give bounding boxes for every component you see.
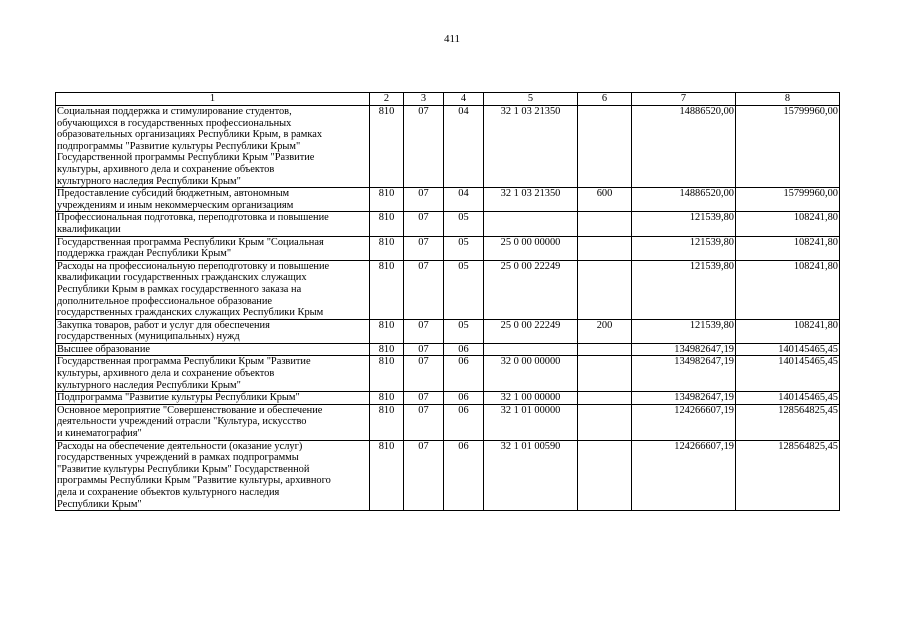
- column-header-5: 5: [484, 93, 578, 106]
- target-article-code: 25 0 00 22249: [484, 260, 578, 319]
- subsection-code: 04: [444, 188, 484, 212]
- target-article-code: 25 0 00 00000: [484, 236, 578, 260]
- table-row: [56, 404, 840, 440]
- subsection-code: 06: [444, 392, 484, 405]
- section-code: 07: [404, 236, 444, 260]
- section-code: 07: [404, 404, 444, 440]
- budget-table: [55, 92, 840, 511]
- column-header-4: 4: [444, 93, 484, 106]
- expense-type-code: [578, 356, 632, 392]
- amount-col-7: 14886520,00: [632, 188, 736, 212]
- target-article-code: [484, 343, 578, 356]
- amount-col-8: 140145465,45: [736, 356, 840, 392]
- ministry-code: 810: [370, 404, 404, 440]
- amount-col-7: 121539,80: [632, 319, 736, 343]
- column-header-1: 1: [56, 93, 370, 106]
- row-description: Расходы на обеспечение деятельности (оказание услуг) государственных учреждений в рамках подпрограммы "Развитие культуры Республики Крым" Государственной программы Республики Крым "Развитие культуры, архивного дела и сохранение объектов культурного наследия Республики Крым": [56, 440, 370, 511]
- ministry-code: 810: [370, 319, 404, 343]
- amount-col-8: 108241,80: [736, 319, 840, 343]
- table-row: [56, 212, 840, 236]
- amount-col-8: 108241,80: [736, 236, 840, 260]
- target-article-code: [484, 212, 578, 236]
- subsection-code: 06: [444, 404, 484, 440]
- amount-col-8: 128564825,45: [736, 440, 840, 511]
- ministry-code: 810: [370, 106, 404, 188]
- table-header: [56, 93, 840, 106]
- row-description: Расходы на профессиональную переподготовку и повышение квалификации государственных гражданских служащих Республики Крым в рамках государственного заказа на дополнительное профессиональное образование государственных гражданских служащих Республики Крым: [56, 260, 370, 319]
- amount-col-8: 15799960,00: [736, 188, 840, 212]
- amount-col-7: 14886520,00: [632, 106, 736, 188]
- ministry-code: 810: [370, 356, 404, 392]
- section-code: 07: [404, 356, 444, 392]
- target-article-code: 32 0 00 00000: [484, 356, 578, 392]
- table-row: [56, 392, 840, 405]
- column-header-3: 3: [404, 93, 444, 106]
- amount-col-7: 124266607,19: [632, 404, 736, 440]
- page-number: 411: [443, 33, 461, 45]
- amount-col-7: 121539,80: [632, 212, 736, 236]
- expense-type-code: 200: [578, 319, 632, 343]
- subsection-code: 05: [444, 260, 484, 319]
- amount-col-7: 134982647,19: [632, 392, 736, 405]
- target-article-code: 32 1 03 21350: [484, 188, 578, 212]
- amount-col-8: 108241,80: [736, 212, 840, 236]
- subsection-code: 06: [444, 343, 484, 356]
- column-header-8: 8: [736, 93, 840, 106]
- expense-type-code: [578, 236, 632, 260]
- column-header-2: 2: [370, 93, 404, 106]
- subsection-code: 05: [444, 212, 484, 236]
- amount-col-7: 121539,80: [632, 260, 736, 319]
- ministry-code: 810: [370, 343, 404, 356]
- subsection-code: 04: [444, 106, 484, 188]
- table-body: [56, 106, 840, 511]
- expense-type-code: [578, 404, 632, 440]
- amount-col-8: 128564825,45: [736, 404, 840, 440]
- row-description: Подпрограмма "Развитие культуры Республики Крым": [56, 392, 370, 405]
- target-article-code: 32 1 01 00000: [484, 404, 578, 440]
- row-description: Государственная программа Республики Крым "Социальная поддержка граждан Республики Крым": [56, 236, 370, 260]
- section-code: 07: [404, 188, 444, 212]
- table-row: [56, 236, 840, 260]
- header-row: [56, 93, 840, 106]
- subsection-code: 05: [444, 236, 484, 260]
- expense-type-code: 600: [578, 188, 632, 212]
- amount-col-7: 121539,80: [632, 236, 736, 260]
- table-row: [56, 106, 840, 188]
- ministry-code: 810: [370, 440, 404, 511]
- expense-type-code: [578, 212, 632, 236]
- expense-type-code: [578, 343, 632, 356]
- section-code: 07: [404, 440, 444, 511]
- expense-type-code: [578, 260, 632, 319]
- amount-col-7: 124266607,19: [632, 440, 736, 511]
- section-code: 07: [404, 392, 444, 405]
- table-row: [56, 319, 840, 343]
- row-description: Социальная поддержка и стимулирование студентов, обучающихся в государственных профессиональных образовательных организациях Республики Крым, в рамках подпрограммы "Развитие культуры Республики Крым" Государственной программы Республики Крым "Развитие культуры, архивного дела и сохранение объектов культурного наследия Республики Крым": [56, 106, 370, 188]
- row-description: Основное мероприятие "Совершенствование и обеспечение деятельности учреждений отрасли "Культура, искусство и кинематография": [56, 404, 370, 440]
- ministry-code: 810: [370, 260, 404, 319]
- table-row: [56, 343, 840, 356]
- column-header-7: 7: [632, 93, 736, 106]
- row-description: Предоставление субсидий бюджетным, автономным учреждениям и иным некоммерческим организациям: [56, 188, 370, 212]
- column-header-6: 6: [578, 93, 632, 106]
- table-row: [56, 260, 840, 319]
- expense-type-code: [578, 106, 632, 188]
- amount-col-8: 108241,80: [736, 260, 840, 319]
- ministry-code: 810: [370, 212, 404, 236]
- target-article-code: 32 1 01 00590: [484, 440, 578, 511]
- subsection-code: 05: [444, 319, 484, 343]
- row-description: Государственная программа Республики Крым "Развитие культуры, архивного дела и сохранение объектов культурного наследия Республики Крым": [56, 356, 370, 392]
- ministry-code: 810: [370, 188, 404, 212]
- row-description: Закупка товаров, работ и услуг для обеспечения государственных (муниципальных) нужд: [56, 319, 370, 343]
- row-description: Профессиональная подготовка, переподготовка и повышение квалификации: [56, 212, 370, 236]
- section-code: 07: [404, 319, 444, 343]
- row-description: Высшее образование: [56, 343, 370, 356]
- table-row: [56, 440, 840, 511]
- expense-type-code: [578, 392, 632, 405]
- table-row: [56, 188, 840, 212]
- target-article-code: 25 0 00 22249: [484, 319, 578, 343]
- subsection-code: 06: [444, 356, 484, 392]
- expense-type-code: [578, 440, 632, 511]
- ministry-code: 810: [370, 392, 404, 405]
- section-code: 07: [404, 343, 444, 356]
- subsection-code: 06: [444, 440, 484, 511]
- table-row: [56, 356, 840, 392]
- amount-col-8: 140145465,45: [736, 392, 840, 405]
- amount-col-7: 134982647,19: [632, 356, 736, 392]
- section-code: 07: [404, 212, 444, 236]
- target-article-code: 32 1 03 21350: [484, 106, 578, 188]
- section-code: 07: [404, 260, 444, 319]
- amount-col-7: 134982647,19: [632, 343, 736, 356]
- target-article-code: 32 1 00 00000: [484, 392, 578, 405]
- ministry-code: 810: [370, 236, 404, 260]
- amount-col-8: 140145465,45: [736, 343, 840, 356]
- section-code: 07: [404, 106, 444, 188]
- amount-col-8: 15799960,00: [736, 106, 840, 188]
